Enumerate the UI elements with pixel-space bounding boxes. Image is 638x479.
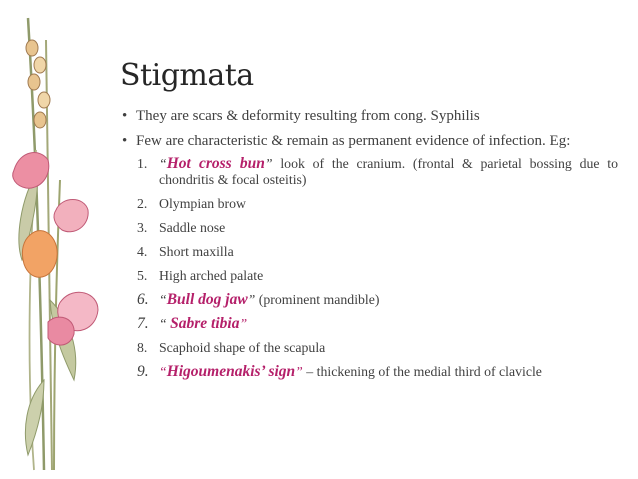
list-number: 6. bbox=[137, 291, 149, 308]
list-item: 1. “Hot cross bun” look of the cranium. (frontal & parietal bossing due to chondritis & focal osteitis) bbox=[137, 155, 618, 187]
list-number: 2. bbox=[137, 196, 148, 211]
bullet-text: Few are characteristic & remain as permanent evidence of infection. Eg: bbox=[136, 133, 571, 149]
list-number: 9. bbox=[137, 363, 149, 380]
bullet-item bbox=[122, 132, 618, 150]
list-number: 3. bbox=[137, 220, 148, 235]
highlight-term: Higoumenakis’ sign bbox=[166, 363, 296, 380]
list-item: 7. “ Sabre tibia” bbox=[137, 315, 248, 332]
numbered-list bbox=[122, 156, 618, 380]
highlight-term: Bull dog jaw bbox=[166, 291, 248, 308]
list-number: 5. bbox=[137, 268, 148, 283]
list-number: 4. bbox=[137, 244, 148, 259]
list-item: 4. Short maxilla bbox=[137, 244, 234, 259]
list-item: 9. “Higoumenakis’ sign” – thickening of the medial third of clavicle bbox=[137, 363, 542, 380]
bullet-dot-icon: • bbox=[122, 133, 128, 149]
bullet-item bbox=[122, 107, 618, 125]
list-number: 7. bbox=[137, 315, 149, 332]
floral-decoration bbox=[0, 0, 120, 479]
list-item: 6. “Bull dog jaw” (prominent mandible) bbox=[137, 291, 380, 308]
list-number: 8. bbox=[137, 340, 148, 355]
highlight-term: Hot cross bun bbox=[166, 155, 265, 172]
list-item: 5. High arched palate bbox=[137, 268, 264, 283]
list-number: 1. bbox=[137, 156, 148, 171]
highlight-term: Sabre tibia bbox=[170, 315, 240, 332]
list-item: 3. Saddle nose bbox=[137, 220, 226, 235]
bullet-dot-icon: • bbox=[122, 108, 128, 124]
slide-title: Stigmata bbox=[120, 58, 254, 93]
list-item: 2. Olympian brow bbox=[137, 196, 246, 211]
list-item: 8. Scaphoid shape of the scapula bbox=[137, 340, 326, 355]
slide-content bbox=[122, 107, 618, 380]
bullet-text: They are scars & deformity resulting from cong. Syphilis bbox=[136, 108, 480, 124]
